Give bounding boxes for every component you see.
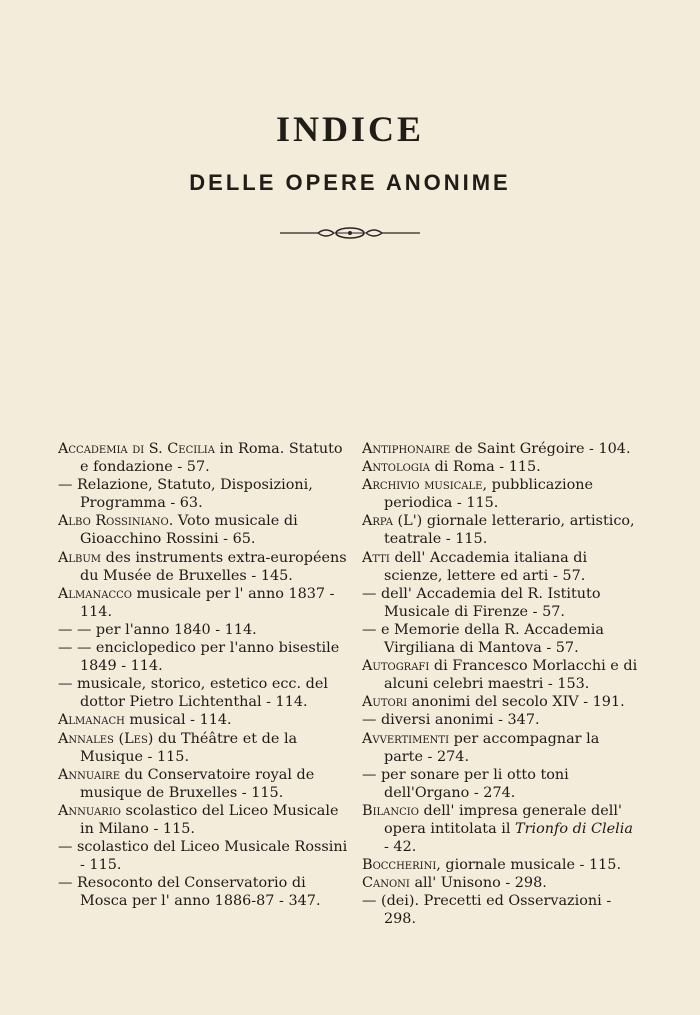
entry-text: — per sonare per li otto toni dell'Organo - 274. xyxy=(362,766,569,801)
index-entry xyxy=(58,639,348,675)
entry-text: in Roma. Statuto e fondazione - 57. xyxy=(80,441,343,476)
entry-text: — — enciclopedico per l'anno bisestile 1849 - 114. xyxy=(58,640,340,675)
entry-headword: Annuario xyxy=(58,802,121,819)
index-entry xyxy=(58,440,348,476)
entry-headword: Antiphonaire xyxy=(362,441,451,457)
entry-headword: Archivio musicale xyxy=(362,477,483,494)
index-entry xyxy=(362,458,640,476)
entry-text: — Relazione, Statuto, Disposizioni, Programma - 63. xyxy=(58,477,313,512)
index-entry xyxy=(58,766,348,802)
entry-text: dell' impresa generale dell' opera intitolata il xyxy=(384,802,622,837)
index-entry xyxy=(362,730,640,766)
entry-text: di Francesco Morlacchi e di alcuni celebri maestri - 153. xyxy=(384,658,638,693)
index-entry xyxy=(362,802,640,856)
entry-text: des instruments extra-européens du Musée de Bruxelles - 145. xyxy=(80,549,347,584)
entry-headword: Antologia xyxy=(362,459,431,476)
index-entry xyxy=(58,711,348,729)
ornament-divider xyxy=(280,225,420,241)
index-entry xyxy=(362,657,640,693)
entry-text: — scolastico del Liceo Musicale Rossini - 115. xyxy=(58,839,348,874)
index-title: INDICE xyxy=(275,109,425,149)
entry-headword: Accademia di S. Cecilia xyxy=(58,441,215,457)
entry-headword: Boccherini xyxy=(362,857,437,874)
entry-headword: Autori xyxy=(362,694,408,711)
entry-headword: Albo Rossiniano xyxy=(58,513,169,530)
entry-headword: Almanacco xyxy=(58,585,132,602)
index-entry xyxy=(58,621,348,639)
entry-text: — Resoconto del Conservatorio di Mosca per l' anno 1886-87 - 347. xyxy=(58,875,321,910)
index-entry xyxy=(362,766,640,802)
entry-text: . Voto musicale di Gioacchino Rossini - 65. xyxy=(80,513,298,548)
entry-headword: Arpa xyxy=(362,513,393,530)
entry-text: du Théâtre et de la Musique - 115. xyxy=(80,730,298,765)
entry-text: di Roma - 115. xyxy=(430,459,541,476)
index-entry xyxy=(362,440,640,458)
index-entry xyxy=(58,802,348,838)
index-entry xyxy=(58,549,348,585)
entry-headword: Almanach xyxy=(58,712,125,729)
entry-headword: Album xyxy=(58,549,102,566)
entry-text: , pubblicazione periodica - 115. xyxy=(384,477,594,512)
index-entry xyxy=(362,693,640,711)
entry-italic-title: Trionfo di Clelia xyxy=(515,820,633,837)
entry-text: musicale per l' anno 1837 - 114. xyxy=(80,585,335,620)
index-entry xyxy=(362,549,640,585)
index-entry xyxy=(362,476,640,512)
entry-text: per accompagnar la parte - 274. xyxy=(384,730,600,765)
index-entry xyxy=(362,711,640,729)
index-entry xyxy=(58,874,348,910)
entry-text: (L') giornale letterario, artistico, teatrale - 115. xyxy=(384,513,635,548)
index-entry xyxy=(362,585,640,621)
entry-headword: Autografi xyxy=(362,658,430,675)
entry-headword: Atti xyxy=(362,549,390,566)
index-entry xyxy=(58,476,348,512)
entry-headword: Annales (Les) xyxy=(58,730,154,747)
entry-text: musical - 114. xyxy=(124,712,232,729)
right-index-column xyxy=(362,440,640,929)
entry-headword: Avvertimenti xyxy=(362,730,450,747)
entry-text: — (dei). Precetti ed Osservazioni - 298. xyxy=(362,893,612,928)
entry-text: anonimi del secolo XIV - 191. xyxy=(407,694,625,711)
entry-text: — e Memorie della R. Accademia Virgiliana di Mantova - 57. xyxy=(362,621,604,657)
index-entry xyxy=(58,838,348,874)
entry-text: — diversi anonimi - 347. xyxy=(362,712,540,729)
left-index-column xyxy=(58,440,348,910)
index-subtitle: DELLE OPERE ANONIME xyxy=(189,170,511,195)
index-entry xyxy=(58,585,348,621)
index-entry xyxy=(362,892,640,928)
entry-headword: Canoni xyxy=(362,875,410,892)
index-entry xyxy=(362,856,640,874)
index-entry xyxy=(58,512,348,548)
entry-text: du Conservatoire royal de musique de Bruxelles - 115. xyxy=(80,766,315,801)
entry-text: — dell' Accademia del R. Istituto Musicale di Firenze - 57. xyxy=(362,585,601,620)
entry-text: , giornale musicale - 115. xyxy=(436,857,622,874)
entry-headword: Annuaire xyxy=(58,766,121,783)
index-entry xyxy=(362,512,640,548)
entry-text: dell' Accademia italiana di scienze, lettere ed arti - 57. xyxy=(384,549,588,584)
entry-text: all' Unisono - 298. xyxy=(409,875,547,892)
entry-text: — — per l'anno 1840 - 114. xyxy=(58,621,257,638)
entry-page-ref: - 42. xyxy=(384,839,417,856)
entry-text: de Saint Grégoire - 104. xyxy=(450,441,631,457)
index-entry xyxy=(362,874,640,892)
index-entry xyxy=(58,730,348,766)
index-entry xyxy=(58,675,348,711)
index-entry xyxy=(362,621,640,657)
entry-text: scolastico del Liceo Musicale in Milano - 115. xyxy=(80,802,339,837)
entry-text: — musicale, storico, estetico ecc. del dottor Pietro Lichtenthal - 114. xyxy=(58,676,328,711)
entry-headword: Bilancio xyxy=(362,802,419,819)
